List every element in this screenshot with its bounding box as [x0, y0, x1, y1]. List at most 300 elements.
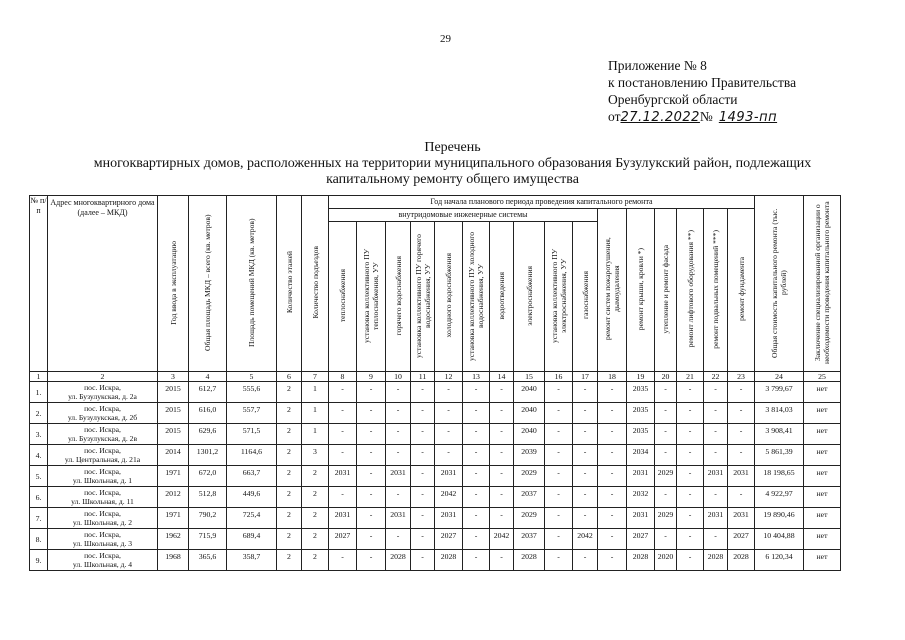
cell-c19: 2031 — [627, 466, 655, 487]
cell-c13: - — [463, 445, 490, 466]
cell-fl: 2 — [277, 466, 302, 487]
cell-c19: 2027 — [627, 529, 655, 550]
cell-c8: - — [329, 424, 357, 445]
cell-c18: - — [598, 445, 627, 466]
cell-cost: 19 890,46 — [755, 508, 804, 529]
header-heating: теплоснабжения — [329, 222, 357, 372]
cell-c22: - — [704, 424, 728, 445]
address-street: ул. Центральная, д. 21а — [64, 455, 141, 464]
cell-c18: - — [598, 508, 627, 529]
cell-cost: 6 120,34 — [755, 550, 804, 571]
row-number: 3. — [30, 424, 48, 445]
cell-c15: 2029 — [514, 466, 545, 487]
address-settlement: пос. Искра, — [84, 530, 121, 539]
cell-c8: 2031 — [329, 508, 357, 529]
row-number: 5. — [30, 466, 48, 487]
cell-c18: - — [598, 529, 627, 550]
cell-fl: 2 — [277, 529, 302, 550]
address-street: ул. Бузулукская, д. 2б — [67, 413, 138, 422]
column-number: 22 — [704, 372, 728, 382]
cell-c9: - — [357, 487, 386, 508]
cell-c20: 2020 — [655, 550, 677, 571]
cell-c12: - — [435, 382, 463, 403]
cell-c21: - — [677, 424, 704, 445]
handwritten-number: 1493-пп — [718, 110, 778, 125]
cell-c11: - — [411, 445, 435, 466]
cell-ta: 512,8 — [189, 487, 227, 508]
column-number: 1 — [30, 372, 48, 382]
cell-c13: - — [463, 403, 490, 424]
cell-c17: - — [573, 382, 598, 403]
cell-c20: 2029 — [655, 466, 677, 487]
cell-c10: 2028 — [386, 550, 411, 571]
header-premises-area: Площадь помещений МКД (кв. метров) — [227, 196, 277, 372]
table-row — [30, 466, 841, 487]
address-cell — [48, 529, 158, 550]
cell-pa: 555,6 — [227, 382, 277, 403]
cell-c22: - — [704, 382, 728, 403]
cell-c23: - — [728, 424, 755, 445]
cell-c19: 2035 — [627, 424, 655, 445]
column-number: 8 — [329, 372, 357, 382]
address-settlement: пос. Искра, — [84, 509, 121, 518]
cell-ta: 1301,2 — [189, 445, 227, 466]
cell-y: 2015 — [158, 382, 189, 403]
cell-c23: - — [728, 487, 755, 508]
cell-c8: - — [329, 550, 357, 571]
table-body — [30, 382, 841, 571]
cell-c19: 2028 — [627, 550, 655, 571]
cell-ta: 629,6 — [189, 424, 227, 445]
cell-concl: нет — [804, 529, 841, 550]
cell-c22: 2028 — [704, 550, 728, 571]
address-settlement: пос. Искра, — [84, 488, 121, 497]
address-street: ул. Школьная, д. 2 — [72, 518, 133, 527]
cell-c23: 2031 — [728, 466, 755, 487]
header-sewer: водоотведения — [490, 222, 514, 372]
column-number: 7 — [302, 372, 329, 382]
title-line-1: Перечень — [424, 140, 481, 155]
cell-c21: - — [677, 487, 704, 508]
cell-c14: - — [490, 508, 514, 529]
cell-pa: 571,5 — [227, 424, 277, 445]
cell-c22: - — [704, 403, 728, 424]
address-cell — [48, 550, 158, 571]
cell-c14: - — [490, 550, 514, 571]
cell-cost: 18 198,65 — [755, 466, 804, 487]
column-number: 13 — [463, 372, 490, 382]
appendix-line-3: Оренбургской области — [608, 92, 738, 107]
cell-c19: 2032 — [627, 487, 655, 508]
column-number: 4 — [189, 372, 227, 382]
table-row — [30, 487, 841, 508]
cell-c22: - — [704, 445, 728, 466]
cell-pa: 449,6 — [227, 487, 277, 508]
cell-c11: - — [411, 508, 435, 529]
row-number: 7. — [30, 508, 48, 529]
column-number-row — [30, 372, 841, 382]
appendix-line-2: к постановлению Правительства — [608, 75, 797, 90]
cell-c20: - — [655, 487, 677, 508]
cell-en: 1 — [302, 382, 329, 403]
cell-cost: 10 404,88 — [755, 529, 804, 550]
cell-c8: - — [329, 487, 357, 508]
cell-c20: - — [655, 424, 677, 445]
header-num: № п/п — [30, 196, 48, 372]
cell-c11: - — [411, 403, 435, 424]
cell-pa: 1164,6 — [227, 445, 277, 466]
cell-c17: - — [573, 487, 598, 508]
cell-c12: - — [435, 445, 463, 466]
cell-c16: - — [545, 550, 573, 571]
cell-c12: 2031 — [435, 508, 463, 529]
address-street: ул. Школьная, д. 3 — [72, 539, 133, 548]
cell-y: 2012 — [158, 487, 189, 508]
cell-c22: 2031 — [704, 508, 728, 529]
header-foundation: ремонт фундамента — [728, 209, 755, 372]
cell-c15: 2039 — [514, 445, 545, 466]
cell-en: 2 — [302, 487, 329, 508]
table-row — [30, 550, 841, 571]
address-cell — [48, 508, 158, 529]
cell-c15: 2040 — [514, 382, 545, 403]
cell-c16: - — [545, 508, 573, 529]
cell-y: 1962 — [158, 529, 189, 550]
cell-c10: - — [386, 403, 411, 424]
cell-c23: - — [728, 403, 755, 424]
cell-fl: 2 — [277, 445, 302, 466]
column-number: 24 — [755, 372, 804, 382]
cell-c17: - — [573, 466, 598, 487]
cell-en: 2 — [302, 508, 329, 529]
title-line-2: многоквартирных домов, расположенных на территории муниципального образования Бузулукский район, подлежащих — [93, 156, 812, 171]
cell-c14: - — [490, 382, 514, 403]
cell-c10: - — [386, 382, 411, 403]
cell-c10: - — [386, 487, 411, 508]
cell-pa: 725,4 — [227, 508, 277, 529]
cell-c16: - — [545, 403, 573, 424]
header-elevator: ремонт лифтового оборудования **) — [677, 209, 704, 372]
cell-fl: 2 — [277, 382, 302, 403]
cell-c14: - — [490, 466, 514, 487]
cell-pa: 557,7 — [227, 403, 277, 424]
cell-c21: - — [677, 445, 704, 466]
cell-c20: - — [655, 382, 677, 403]
header-systems-group: внутридомовые инженерные системы — [329, 209, 598, 222]
mkd-table — [29, 195, 841, 571]
cell-c8: - — [329, 445, 357, 466]
cell-c10: - — [386, 424, 411, 445]
cell-c15: 2037 — [514, 487, 545, 508]
table-row — [30, 403, 841, 424]
address-settlement: пос. Искра, — [84, 551, 121, 560]
cell-c21: - — [677, 529, 704, 550]
address-cell — [48, 445, 158, 466]
cell-c9: - — [357, 550, 386, 571]
table-row — [30, 424, 841, 445]
cell-y: 2014 — [158, 445, 189, 466]
cell-en: 1 — [302, 403, 329, 424]
date-prefix: от — [608, 109, 621, 124]
cell-c18: - — [598, 466, 627, 487]
header-entrances: Количество подъездов — [302, 196, 329, 372]
address-street: ул. Школьная, д. 11 — [71, 497, 134, 506]
cell-concl: нет — [804, 403, 841, 424]
cell-c20: 2029 — [655, 508, 677, 529]
column-number: 3 — [158, 372, 189, 382]
cell-en: 1 — [302, 424, 329, 445]
cell-fl: 2 — [277, 550, 302, 571]
cell-c8: 2027 — [329, 529, 357, 550]
cell-c20: - — [655, 445, 677, 466]
cell-concl: нет — [804, 382, 841, 403]
address-street: ул. Бузулукская, д. 2в — [67, 434, 138, 443]
cell-c21: - — [677, 466, 704, 487]
cell-c16: - — [545, 445, 573, 466]
cell-c12: 2027 — [435, 529, 463, 550]
cell-c13: - — [463, 382, 490, 403]
cell-c15: 2028 — [514, 550, 545, 571]
cell-c15: 2037 — [514, 529, 545, 550]
cell-c8: - — [329, 382, 357, 403]
cell-c14: 2042 — [490, 529, 514, 550]
cell-concl: нет — [804, 424, 841, 445]
cell-c8: - — [329, 403, 357, 424]
header-year-built: Год ввода в эксплуатацию — [158, 196, 189, 372]
cell-ta: 365,6 — [189, 550, 227, 571]
column-number: 6 — [277, 372, 302, 382]
cell-c16: - — [545, 382, 573, 403]
cell-c15: 2040 — [514, 403, 545, 424]
cell-c21: - — [677, 403, 704, 424]
column-number: 25 — [804, 372, 841, 382]
cell-cost: 3 799,67 — [755, 382, 804, 403]
column-number: 15 — [514, 372, 545, 382]
cell-c16: - — [545, 424, 573, 445]
cell-c13: - — [463, 550, 490, 571]
header-hot-water: горячего водоснабжения — [386, 222, 411, 372]
column-number: 19 — [627, 372, 655, 382]
cell-c18: - — [598, 403, 627, 424]
cell-cost: 5 861,39 — [755, 445, 804, 466]
cell-c19: 2035 — [627, 403, 655, 424]
cell-c17: - — [573, 424, 598, 445]
cell-c15: 2029 — [514, 508, 545, 529]
column-number: 9 — [357, 372, 386, 382]
column-number: 12 — [435, 372, 463, 382]
page-number: 29 — [440, 33, 451, 45]
cell-c9: - — [357, 403, 386, 424]
cell-en: 2 — [302, 550, 329, 571]
cell-c22: - — [704, 529, 728, 550]
cell-c16: - — [545, 487, 573, 508]
column-number: 14 — [490, 372, 514, 382]
cell-concl: нет — [804, 466, 841, 487]
handwritten-date: 27.12.2022 — [620, 110, 700, 125]
cell-c18: - — [598, 550, 627, 571]
header-conclusion: Заключение специализированной организации о необходимости проведения капитального ремонта — [804, 196, 841, 372]
cell-c14: - — [490, 445, 514, 466]
cell-c11: - — [411, 424, 435, 445]
header-cold-water: холодного водоснабжения — [435, 222, 463, 372]
address-cell — [48, 403, 158, 424]
cell-pa: 358,7 — [227, 550, 277, 571]
address-settlement: пос. Искра, — [84, 404, 121, 413]
cell-cost: 4 922,97 — [755, 487, 804, 508]
address-cell — [48, 466, 158, 487]
cell-c23: 2031 — [728, 508, 755, 529]
column-number: 21 — [677, 372, 704, 382]
cell-c9: - — [357, 529, 386, 550]
column-number: 5 — [227, 372, 277, 382]
cell-c23: 2027 — [728, 529, 755, 550]
cell-c14: - — [490, 424, 514, 445]
cell-c9: - — [357, 424, 386, 445]
cell-c11: - — [411, 466, 435, 487]
cell-c10: - — [386, 529, 411, 550]
cell-c19: 2031 — [627, 508, 655, 529]
cell-c22: 2031 — [704, 466, 728, 487]
column-number: 20 — [655, 372, 677, 382]
cell-concl: нет — [804, 487, 841, 508]
cell-c23: 2028 — [728, 550, 755, 571]
cell-c9: - — [357, 445, 386, 466]
cell-c13: - — [463, 508, 490, 529]
header-address: Адрес многоквартирного дома (далее – МКД) — [48, 196, 158, 372]
cell-y: 1971 — [158, 466, 189, 487]
cell-pa: 689,4 — [227, 529, 277, 550]
cell-c11: - — [411, 529, 435, 550]
appendix-line-1: Приложение № 8 — [608, 58, 707, 73]
cell-fl: 2 — [277, 508, 302, 529]
table-row — [30, 445, 841, 466]
appendix-block — [608, 57, 796, 126]
cell-c17: - — [573, 508, 598, 529]
cell-c21: - — [677, 550, 704, 571]
cell-c19: 2034 — [627, 445, 655, 466]
cell-c11: - — [411, 487, 435, 508]
cell-c13: - — [463, 487, 490, 508]
row-number: 4. — [30, 445, 48, 466]
cell-c20: - — [655, 403, 677, 424]
cell-pa: 663,7 — [227, 466, 277, 487]
cell-c21: - — [677, 382, 704, 403]
address-cell — [48, 487, 158, 508]
cell-cost: 3 814,03 — [755, 403, 804, 424]
header-cost: Общая стоимость капитального ремонта (тыс. рублей) — [755, 196, 804, 372]
cell-c13: - — [463, 466, 490, 487]
cell-c22: - — [704, 487, 728, 508]
appendix-date-line — [608, 108, 796, 126]
cell-c19: 2035 — [627, 382, 655, 403]
cell-ta: 612,7 — [189, 382, 227, 403]
table-row — [30, 529, 841, 550]
table-row — [30, 508, 841, 529]
cell-c12: - — [435, 403, 463, 424]
header-total-area: Общая площадь МКД – всего (кв. метров) — [189, 196, 227, 372]
address-settlement: пос. Искра, — [84, 446, 121, 455]
cell-c18: - — [598, 487, 627, 508]
row-number: 9. — [30, 550, 48, 571]
cell-c13: - — [463, 424, 490, 445]
column-number: 2 — [48, 372, 158, 382]
address-street: ул. Бузулукская, д. 2а — [68, 392, 137, 401]
cell-c18: - — [598, 424, 627, 445]
header-cold-water-meter: установка коллективного ПУ холодного водоснабжения, УУ — [463, 222, 490, 372]
cell-c16: - — [545, 466, 573, 487]
cell-en: 3 — [302, 445, 329, 466]
cell-c9: - — [357, 382, 386, 403]
header-power: электроснабжения — [514, 222, 545, 372]
address-cell — [48, 382, 158, 403]
column-number: 23 — [728, 372, 755, 382]
cell-c23: - — [728, 382, 755, 403]
address-settlement: пос. Искра, — [84, 425, 121, 434]
cell-c17: - — [573, 550, 598, 571]
cell-en: 2 — [302, 529, 329, 550]
cell-ta: 715,9 — [189, 529, 227, 550]
cell-c10: 2031 — [386, 508, 411, 529]
header-facade: утепление и ремонт фасада — [655, 209, 677, 372]
cell-c17: - — [573, 403, 598, 424]
cell-ta: 790,2 — [189, 508, 227, 529]
header-fire: ремонт систем пожаротушения, дымоудаления — [598, 209, 627, 372]
address-street: ул. Школьная, д. 4 — [72, 560, 133, 569]
header-hot-water-meter: установка коллективного ПУ горячего водоснабжения, УУ — [411, 222, 435, 372]
column-number: 16 — [545, 372, 573, 382]
header-period-group: Год начала планового периода проведения капитального ремонта — [329, 196, 755, 209]
cell-y: 2015 — [158, 424, 189, 445]
cell-c21: - — [677, 508, 704, 529]
row-number: 1. — [30, 382, 48, 403]
cell-c20: - — [655, 529, 677, 550]
cell-c12: 2031 — [435, 466, 463, 487]
cell-c9: - — [357, 466, 386, 487]
cell-c12: 2042 — [435, 487, 463, 508]
cell-concl: нет — [804, 445, 841, 466]
column-number: 11 — [411, 372, 435, 382]
cell-y: 1971 — [158, 508, 189, 529]
cell-fl: 2 — [277, 403, 302, 424]
cell-y: 2015 — [158, 403, 189, 424]
cell-c9: - — [357, 508, 386, 529]
cell-c15: 2040 — [514, 424, 545, 445]
cell-concl: нет — [804, 550, 841, 571]
cell-concl: нет — [804, 508, 841, 529]
cell-c17: 2042 — [573, 529, 598, 550]
column-number: 18 — [598, 372, 627, 382]
row-number: 6. — [30, 487, 48, 508]
cell-c12: 2028 — [435, 550, 463, 571]
cell-c8: 2031 — [329, 466, 357, 487]
column-number: 10 — [386, 372, 411, 382]
cell-c14: - — [490, 403, 514, 424]
row-number: 2. — [30, 403, 48, 424]
address-settlement: пос. Искра, — [84, 383, 121, 392]
header-power-meter: установка коллективного ПУ электроснабжения, УУ — [545, 222, 573, 372]
cell-c10: 2031 — [386, 466, 411, 487]
cell-c12: - — [435, 424, 463, 445]
cell-c14: - — [490, 487, 514, 508]
cell-c16: - — [545, 529, 573, 550]
cell-y: 1968 — [158, 550, 189, 571]
table-row — [30, 382, 841, 403]
cell-c13: - — [463, 529, 490, 550]
address-cell — [48, 424, 158, 445]
header-basement: ремонт подвальных помещений ***) — [704, 209, 728, 372]
header-roof: ремонт крыши, кровли *) — [627, 209, 655, 372]
header-heating-meter: установка коллективного ПУ теплоснабжения, УУ — [357, 222, 386, 372]
